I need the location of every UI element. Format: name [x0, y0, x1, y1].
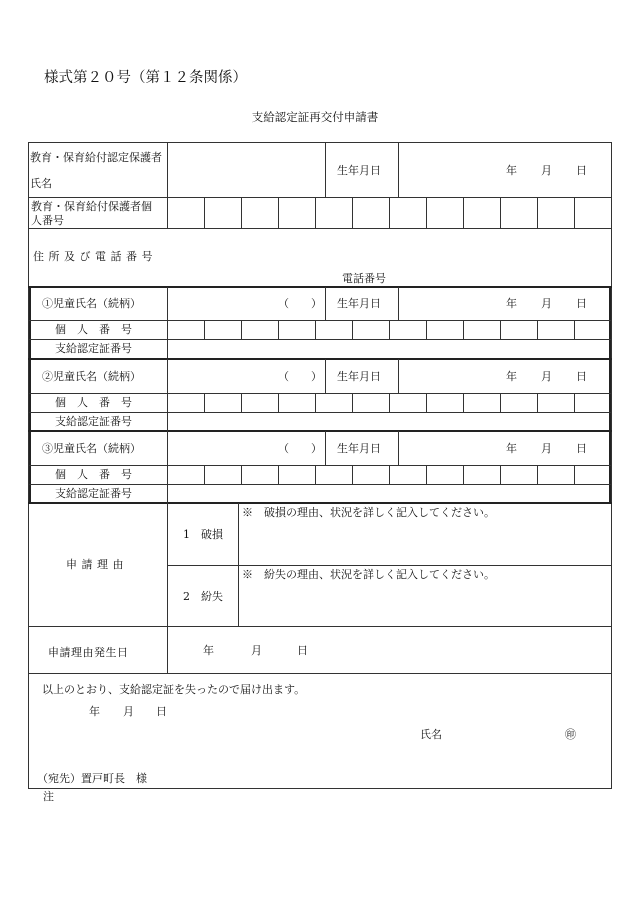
declaration-year: 年 — [89, 705, 100, 718]
number-cell-divider — [537, 320, 538, 339]
number-cell-divider — [204, 393, 205, 412]
child3-name-label: ③児童氏名（続柄） — [42, 442, 141, 455]
child3-cert-label: 支給認定証番号 — [55, 487, 132, 500]
reason-loss-note: ※ 紛失の理由、状況を詳しく記入してください。 — [242, 568, 495, 581]
child2-cert-label: 支給認定証番号 — [55, 415, 132, 428]
declaration-day: 日 — [156, 705, 167, 718]
child2-name-label: ②児童氏名（続柄） — [42, 370, 141, 383]
number-cell-divider — [315, 465, 316, 484]
number-cell-divider — [241, 465, 242, 484]
number-cell-divider — [278, 320, 279, 339]
number-cell-divider — [278, 197, 279, 228]
number-cell-divider — [241, 320, 242, 339]
form-number: 様式第２０号（第１２条関係） — [44, 70, 247, 86]
child2-day: 日 — [576, 370, 587, 383]
number-cell-divider — [426, 197, 427, 228]
number-cell-divider — [463, 320, 464, 339]
child1-relation: （ ） — [278, 297, 322, 310]
guardian-birth-year: 年 — [506, 164, 517, 177]
address-label: 住 所 及 び 電 話 番 号 — [33, 250, 153, 263]
number-cell-divider — [574, 320, 575, 339]
child3-number-label: 個 人 番 号 — [55, 468, 132, 481]
number-cell-divider — [352, 320, 353, 339]
number-cell-divider — [426, 465, 427, 484]
number-cell-divider — [352, 393, 353, 412]
number-cell-divider — [500, 393, 501, 412]
child1-year: 年 — [506, 297, 517, 310]
reason-option-damage: 1 破損 — [183, 528, 223, 541]
child1-name-label: ①児童氏名（続柄） — [42, 297, 141, 310]
guardian-name-label-2: 氏名 — [30, 177, 52, 190]
number-cell-divider — [315, 320, 316, 339]
number-cell-divider — [574, 197, 575, 228]
number-cell-divider — [463, 393, 464, 412]
guardian-name-label: 教育・保育給付認定保護者 — [30, 151, 162, 164]
number-cell-divider — [241, 393, 242, 412]
number-cell-divider — [389, 393, 390, 412]
number-cell-divider — [463, 465, 464, 484]
number-cell-divider — [352, 197, 353, 228]
applicant-name-label: 氏名 — [420, 728, 442, 741]
number-cell-divider — [389, 465, 390, 484]
phone-label: 電話番号 — [342, 272, 386, 285]
child2-month: 月 — [541, 370, 552, 383]
guardian-number-label-2: 人番号 — [31, 214, 64, 227]
number-cell-divider — [278, 393, 279, 412]
child3-month: 月 — [541, 442, 552, 455]
guardian-birth-day: 日 — [576, 164, 587, 177]
number-cell-divider — [500, 465, 501, 484]
child3-day: 日 — [576, 442, 587, 455]
number-cell-divider — [352, 465, 353, 484]
child1-cert-label: 支給認定証番号 — [55, 342, 132, 355]
occurrence-date-label: 申請理由発生日 — [48, 646, 129, 659]
number-cell-divider — [241, 197, 242, 228]
number-cell-divider — [537, 197, 538, 228]
note-label: 注 — [43, 790, 54, 803]
number-cell-divider — [278, 465, 279, 484]
addressee: （宛先）置戸町長 様 — [37, 772, 147, 785]
number-cell-divider — [315, 393, 316, 412]
number-cell-divider — [389, 320, 390, 339]
declaration-text: 以上のとおり、支給認定証を失ったので届け出ます。 — [42, 683, 306, 696]
number-cell-divider — [426, 393, 427, 412]
child3-birth-label: 生年月日 — [337, 442, 381, 455]
guardian-number-label: 教育・保育給付保護者個 — [31, 200, 152, 213]
number-cell-divider — [537, 465, 538, 484]
number-cell-divider — [500, 197, 501, 228]
number-cell-divider — [574, 393, 575, 412]
number-cell-divider — [426, 320, 427, 339]
number-cell-divider — [204, 320, 205, 339]
child3-relation: （ ） — [278, 442, 322, 455]
occurrence-day: 日 — [297, 644, 308, 657]
child1-day: 日 — [576, 297, 587, 310]
number-cell-divider — [463, 197, 464, 228]
guardian-birth-label: 生年月日 — [337, 164, 381, 177]
child1-birth-label: 生年月日 — [337, 297, 381, 310]
occurrence-month: 月 — [251, 644, 262, 657]
child1-month: 月 — [541, 297, 552, 310]
number-cell-divider — [204, 465, 205, 484]
guardian-birth-month: 月 — [541, 164, 552, 177]
number-cell-divider — [315, 197, 316, 228]
declaration-month: 月 — [123, 705, 134, 718]
number-cell-divider — [500, 320, 501, 339]
child2-relation: （ ） — [278, 370, 322, 383]
child2-year: 年 — [506, 370, 517, 383]
seal-mark: ㊞ — [565, 728, 576, 741]
occurrence-year: 年 — [203, 644, 214, 657]
child2-number-label: 個 人 番 号 — [55, 396, 132, 409]
child3-year: 年 — [506, 442, 517, 455]
reason-option-loss: 2 紛失 — [183, 590, 223, 603]
number-cell-divider — [537, 393, 538, 412]
number-cell-divider — [389, 197, 390, 228]
number-cell-divider — [204, 197, 205, 228]
number-cell-divider — [574, 465, 575, 484]
child2-birth-label: 生年月日 — [337, 370, 381, 383]
child1-number-label: 個 人 番 号 — [55, 323, 132, 336]
reason-label: 申 請 理 由 — [66, 558, 124, 571]
reason-damage-note: ※ 破損の理由、状況を詳しく記入してください。 — [242, 506, 495, 519]
document-title: 支給認定証再交付申請書 — [251, 110, 379, 124]
